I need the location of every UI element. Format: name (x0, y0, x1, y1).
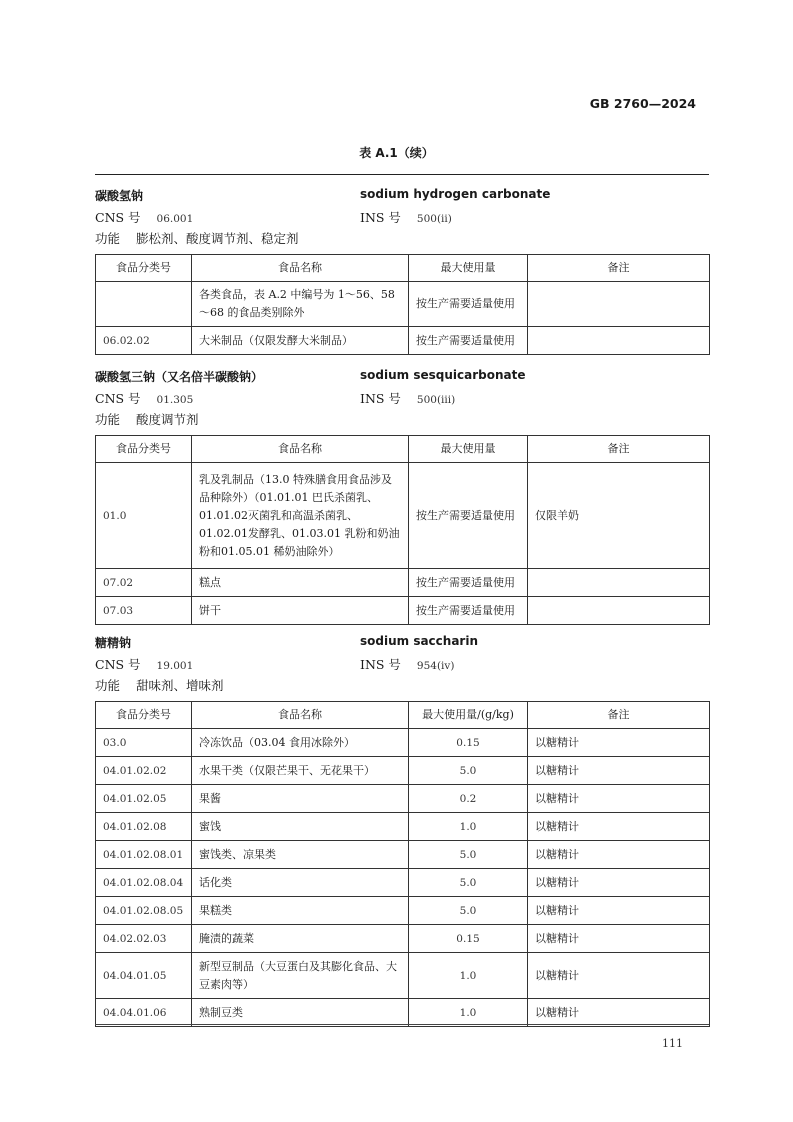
category-code: 04.01.02.08 (96, 813, 192, 841)
category-code: 06.02.02 (96, 327, 192, 355)
table-row (96, 897, 710, 925)
category-code: 04.02.02.03 (96, 925, 192, 953)
remark: 以糖精计 (528, 897, 710, 925)
food-name: 蜜饯类、凉果类 (192, 841, 409, 869)
max-usage: 按生产需要适量使用 (409, 327, 528, 355)
table-row (96, 463, 710, 569)
category-code: 04.04.01.06 (96, 999, 192, 1027)
col-header-food-name: 食品名称 (192, 702, 409, 729)
max-usage: 5.0 (409, 757, 528, 785)
ins-label: INS 号 (360, 210, 401, 225)
function-label: 功能 (95, 412, 121, 427)
food-name: 水果干类（仅限芒果干、无花果干） (192, 757, 409, 785)
additive-name-cn: 糖精钠 (95, 636, 132, 650)
max-usage: 5.0 (409, 897, 528, 925)
food-name: 冷冻饮品（03.04 食用冰除外） (192, 729, 409, 757)
remark: 以糖精计 (528, 785, 710, 813)
max-usage: 按生产需要适量使用 (409, 569, 528, 597)
function-value: 膨松剂、酸度调节剂、稳定剂 (136, 231, 299, 246)
col-header-remark: 备注 (528, 436, 710, 463)
col-header-category-code: 食品分类号 (96, 702, 192, 729)
category-code: 04.01.02.08.05 (96, 897, 192, 925)
remark: 以糖精计 (528, 953, 710, 999)
max-usage: 1.0 (409, 999, 528, 1027)
table-row (96, 785, 710, 813)
bottom-rule (95, 1024, 709, 1025)
remark: 以糖精计 (528, 813, 710, 841)
ins-label: INS 号 (360, 657, 401, 672)
additive-name-en: sodium saccharin (360, 634, 478, 648)
col-header-food-name: 食品名称 (192, 436, 409, 463)
remark (528, 569, 710, 597)
additive-name-en: sodium hydrogen carbonate (360, 187, 551, 201)
remark (528, 282, 710, 327)
category-code: 04.04.01.05 (96, 953, 192, 999)
remark (528, 327, 710, 355)
table-row (96, 813, 710, 841)
usage-table (95, 254, 710, 355)
standard-number: GB 2760—2024 (589, 96, 696, 111)
food-name: 饼干 (192, 597, 409, 625)
food-name: 蜜饯 (192, 813, 409, 841)
col-header-remark: 备注 (528, 702, 710, 729)
max-usage: 0.15 (409, 729, 528, 757)
additive-section-sodium-sesquicarbonate (95, 368, 709, 625)
category-code (96, 282, 192, 327)
food-name: 各类食品，表 A.2 中编号为 1～56、58～68 的食品类别除外 (192, 282, 409, 327)
cns-code: 01.305 (156, 394, 194, 406)
cns-label: CNS 号 (95, 210, 141, 225)
col-header-category-code: 食品分类号 (96, 255, 192, 282)
table-header-row (96, 436, 710, 463)
additive-name-cn: 碳酸氢钠 (95, 189, 144, 203)
usage-table (95, 701, 710, 1027)
remark: 以糖精计 (528, 729, 710, 757)
max-usage: 按生产需要适量使用 (409, 463, 528, 569)
table-header-row (96, 702, 710, 729)
additive-section-sodium-hydrogen-carbonate (95, 187, 709, 355)
remark: 以糖精计 (528, 757, 710, 785)
col-header-max-usage: 最大使用量 (409, 255, 528, 282)
food-name: 大米制品（仅限发酵大米制品） (192, 327, 409, 355)
max-usage: 5.0 (409, 841, 528, 869)
function-value: 酸度调节剂 (136, 412, 199, 427)
max-usage: 0.2 (409, 785, 528, 813)
food-name: 果糕类 (192, 897, 409, 925)
table-row (96, 999, 710, 1027)
max-usage: 5.0 (409, 869, 528, 897)
ins-label: INS 号 (360, 391, 401, 406)
max-usage: 按生产需要适量使用 (409, 282, 528, 327)
table-row (96, 729, 710, 757)
table-header-row (96, 255, 710, 282)
table-row (96, 327, 710, 355)
table-title: 表 A.1（续） (359, 146, 434, 160)
category-code: 07.02 (96, 569, 192, 597)
ins-code: 500(iii) (416, 394, 456, 406)
col-header-food-name: 食品名称 (192, 255, 409, 282)
food-name: 熟制豆类 (192, 999, 409, 1027)
max-usage: 1.0 (409, 813, 528, 841)
remark: 以糖精计 (528, 925, 710, 953)
table-row (96, 597, 710, 625)
food-name: 乳及乳制品（13.0 特殊膳食用食品涉及品种除外）（01.01.01 巴氏杀菌乳、01.01.02灭菌乳和高温杀菌乳、01.02.01发酵乳、01.03.01 乳粉和奶油粉和01.05.01 稀奶油除外） (192, 463, 409, 569)
usage-table (95, 435, 710, 625)
category-code: 04.01.02.05 (96, 785, 192, 813)
food-name: 果酱 (192, 785, 409, 813)
cns-code: 06.001 (156, 213, 194, 225)
remark: 以糖精计 (528, 999, 710, 1027)
table-row (96, 869, 710, 897)
max-usage: 1.0 (409, 953, 528, 999)
food-name: 糕点 (192, 569, 409, 597)
col-header-max-usage: 最大使用量/(g/kg) (409, 702, 528, 729)
remark: 仅限羊奶 (528, 463, 710, 569)
function-value: 甜味剂、增味剂 (136, 678, 224, 693)
table-row (96, 282, 710, 327)
max-usage: 按生产需要适量使用 (409, 597, 528, 625)
col-header-remark: 备注 (528, 255, 710, 282)
top-rule (95, 174, 709, 175)
remark (528, 597, 710, 625)
table-row (96, 925, 710, 953)
function-label: 功能 (95, 678, 121, 693)
col-header-max-usage: 最大使用量 (409, 436, 528, 463)
cns-label: CNS 号 (95, 657, 141, 672)
page-number: 111 (662, 1037, 683, 1050)
ins-code: 954(iv) (416, 660, 455, 672)
max-usage: 0.15 (409, 925, 528, 953)
remark: 以糖精计 (528, 869, 710, 897)
col-header-category-code: 食品分类号 (96, 436, 192, 463)
additive-name-en: sodium sesquicarbonate (360, 368, 526, 382)
food-name: 新型豆制品（大豆蛋白及其膨化食品、大豆素肉等） (192, 953, 409, 999)
cns-label: CNS 号 (95, 391, 141, 406)
table-row (96, 841, 710, 869)
table-row (96, 953, 710, 999)
category-code: 07.03 (96, 597, 192, 625)
table-row (96, 569, 710, 597)
food-name: 话化类 (192, 869, 409, 897)
cns-code: 19.001 (156, 660, 194, 672)
function-label: 功能 (95, 231, 121, 246)
additive-name-cn: 碳酸氢三钠（又名倍半碳酸钠） (95, 370, 264, 384)
food-name: 腌渍的蔬菜 (192, 925, 409, 953)
remark: 以糖精计 (528, 841, 710, 869)
category-code: 03.0 (96, 729, 192, 757)
ins-code: 500(ii) (416, 213, 452, 225)
additive-section-sodium-saccharin (95, 634, 709, 1027)
category-code: 04.01.02.08.01 (96, 841, 192, 869)
category-code: 01.0 (96, 463, 192, 569)
table-row (96, 757, 710, 785)
category-code: 04.01.02.02 (96, 757, 192, 785)
category-code: 04.01.02.08.04 (96, 869, 192, 897)
